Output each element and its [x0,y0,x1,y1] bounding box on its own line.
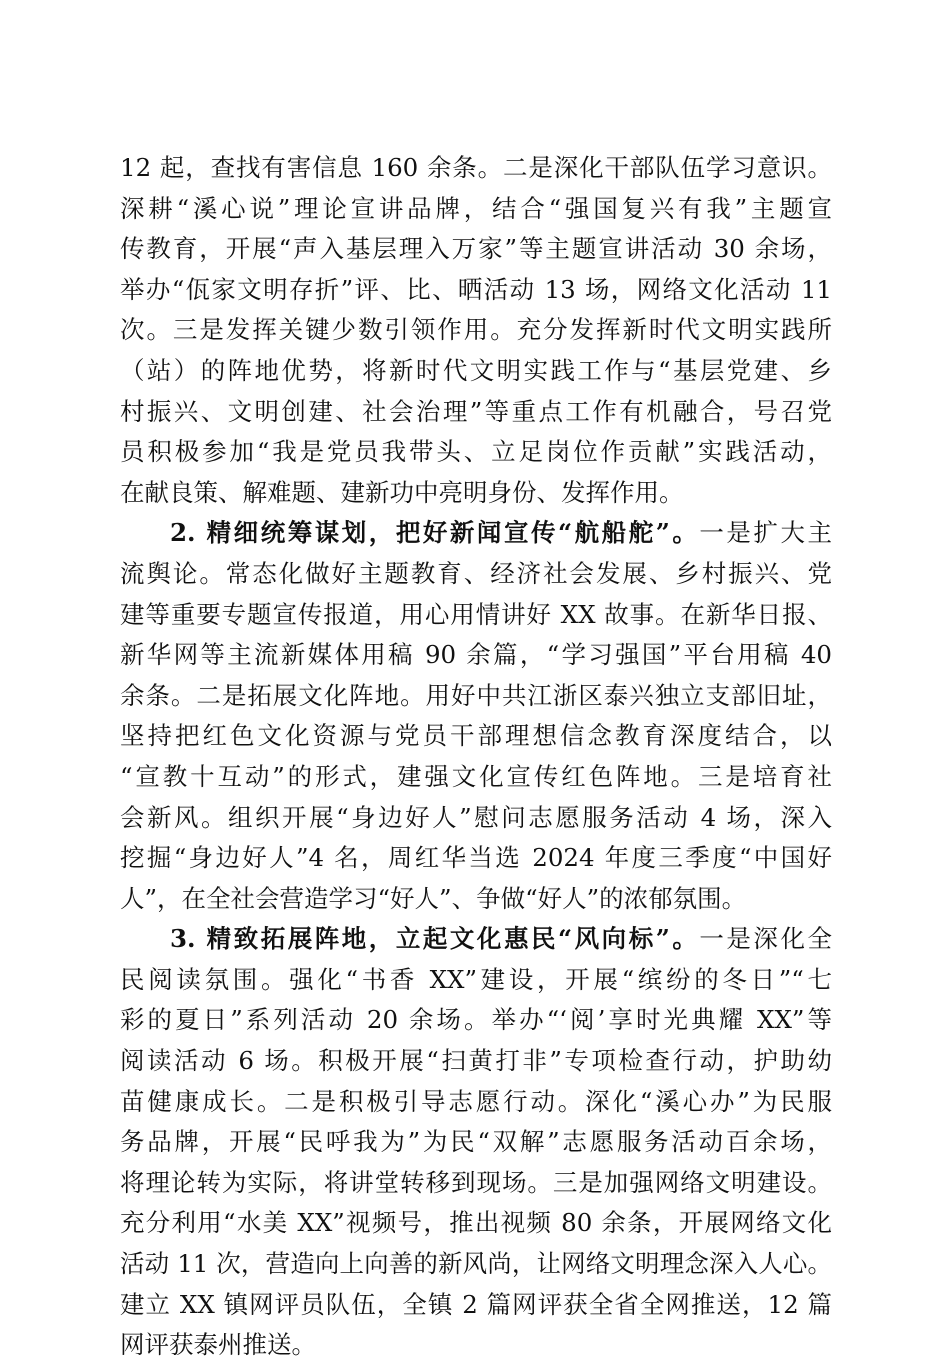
text-line: 网评获泰州推送。 [120,1330,316,1360]
text-line: 彩的夏日”系列活动 20 余场。举办“‘阅’享时光典耀 XX”等 [120,1005,832,1035]
text-line: 深耕“溪心说”理论宣讲品牌，结合“强国复兴有我”主题宣 [120,193,832,223]
text-line: 员积极参加“我是党员我带头、立足岗位作贡献”实践活动， [120,437,832,467]
text-line: “宣教十互动”的形式，建强文化宣传红色阵地。三是培育社 [120,761,832,791]
text-line: 务品牌，开展“民呼我为”为民“双解”志愿服务活动百余场， [120,1127,832,1157]
section-3-heading: 3. 精致拓展阵地，立起文化惠民“风向标”。 [170,924,700,954]
text-line: 苗健康成长。二是积极引导志愿行动。深化“溪心办”为民服 [120,1086,832,1116]
section-3-first-line [120,919,832,960]
section-2-first-line [120,513,832,554]
text-line: 活动 11 次，营造向上向善的新风尚，让网络文明理念深入人心。 [120,1249,832,1279]
text-line: 次。三是发挥关键少数引领作用。充分发挥新时代文明实践所 [120,315,832,345]
text-line: 村振兴、文明创建、社会治理”等重点工作有机融合，号召党 [120,396,832,426]
paragraph-2 [120,513,832,919]
paragraph-3 [120,919,832,1366]
section-3-first-text: 一是深化全 [699,924,832,954]
text-line: 流舆论。常态化做好主题教育、经济社会发展、乡村振兴、党 [120,558,832,588]
text-line: 人”，在全社会营造学习“好人”、争做“好人”的浓郁氛围。 [120,883,747,913]
text-line: 充分利用“水美 XX”视频号，推出视频 80 余条，开展网络文化 [120,1208,832,1238]
text-line: 新华网等主流新媒体用稿 90 余篇，“学习强国”平台用稿 40 [120,640,832,670]
text-line: 民阅读氛围。强化“书香 XX”建设，开展“缤纷的冬日”“七 [120,964,832,994]
text-line: （站）的阵地优势，将新时代文明实践工作与“基层党建、乡 [120,355,832,385]
document-body [120,148,832,1366]
text-line: 会新风。组织开展“身边好人”慰问志愿服务活动 4 场，深入 [120,802,832,832]
text-line: 举办“佤家文明存折”评、比、晒活动 13 场，网络文化活动 11 [120,274,832,304]
paragraph-1 [120,148,832,513]
section-2-first-text: 一是扩大主 [699,518,832,548]
text-line: 挖掘“身边好人”4 名，周红华当选 2024 年度三季度“中国好 [120,843,832,873]
text-line: 将理论转为实际，将讲堂转移到现场。三是加强网络文明建设。 [120,1167,832,1197]
section-2-heading: 2. 精细统筹谋划，把好新闻宣传“航船舵”。 [170,518,700,548]
text-line: 传教育，开展“声入基层理入万家”等主题宣讲活动 30 余场， [120,234,832,264]
text-line: 12 起，查找有害信息 160 余条。二是深化干部队伍学习意识。 [120,153,832,182]
text-line: 建立 XX 镇网评员队伍，全镇 2 篇网评获全省全网推送，12 篇 [120,1289,832,1319]
text-line: 在献良策、解难题、建新功中亮明身份、发挥作用。 [120,477,684,507]
text-line: 坚持把红色文化资源与党员干部理想信念教育深度结合，以 [120,721,832,751]
text-line: 余条。二是拓展文化阵地。用好中共江浙区泰兴独立支部旧址， [120,680,832,710]
text-line: 阅读活动 6 场。积极开展“扫黄打非”专项检查行动，护助幼 [120,1046,832,1076]
text-line: 建等重要专题宣传报道，用心用情讲好 XX 故事。在新华日报、 [120,599,832,629]
